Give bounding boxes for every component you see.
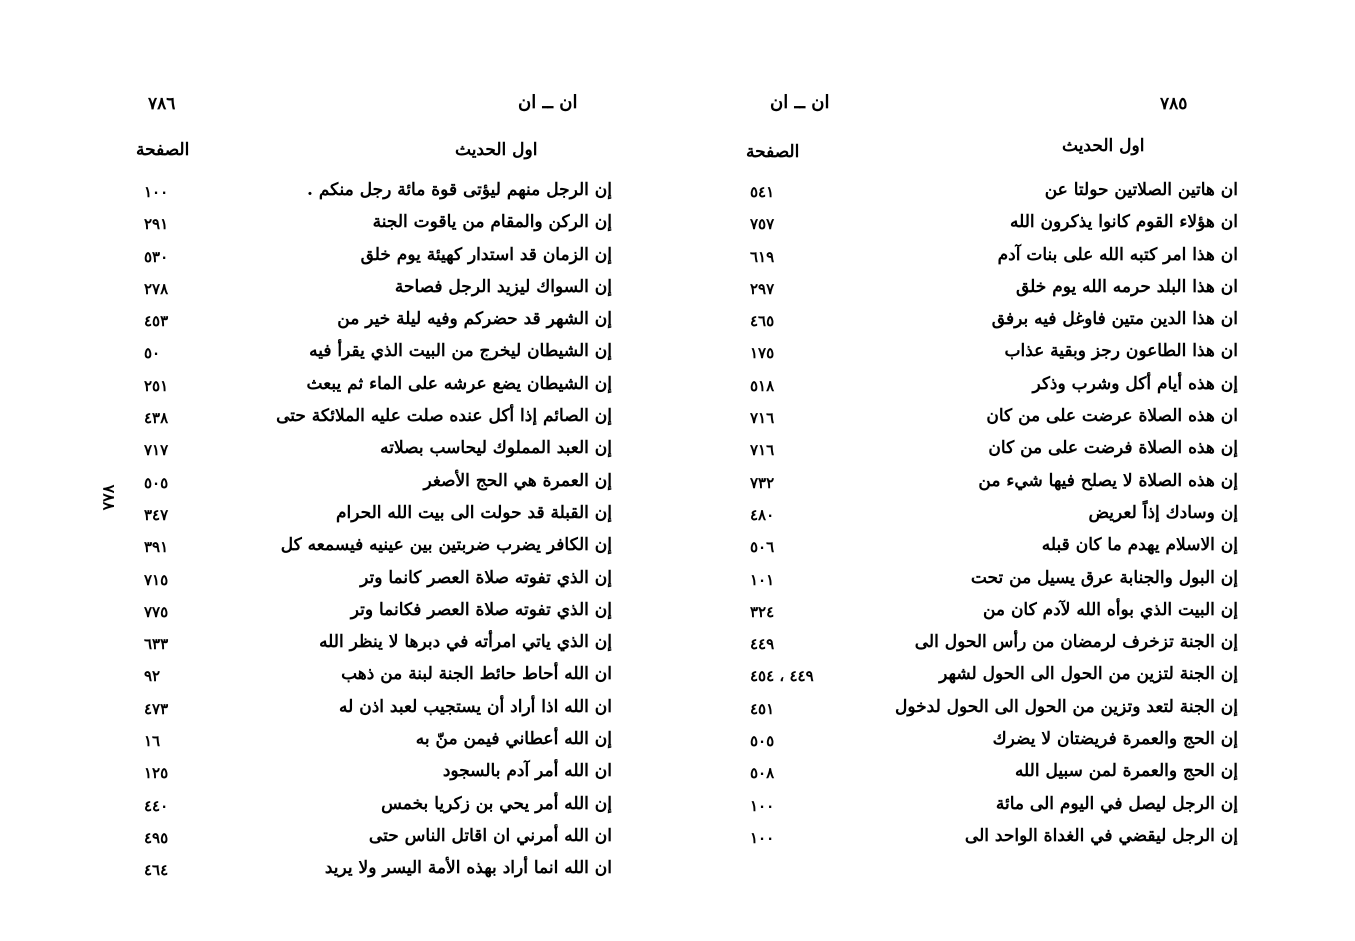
- hadith-opening: إن الرجل ليصل في اليوم الى مائة: [995, 793, 1238, 814]
- page-reference: ١٠٠: [750, 828, 775, 847]
- page-reference: ٥٤١: [750, 183, 775, 201]
- hadith-opening: إن الله أعطاني فيمن منّ به: [415, 729, 612, 750]
- index-row: [100, 566, 660, 598]
- index-row: [730, 469, 1250, 501]
- page-reference: ٤٦٥: [750, 312, 775, 331]
- hadith-opening: إن الرجل منهم ليؤتى قوة مائة رجل منكم .: [307, 180, 612, 200]
- index-row: [730, 243, 1250, 275]
- index-row: [100, 695, 660, 727]
- index-row: [730, 824, 1250, 856]
- page-reference: ٢٧٨: [144, 279, 169, 298]
- page-reference: ٥٣٠: [144, 247, 169, 266]
- index-row: [100, 792, 660, 824]
- page-reference: ٢٩١: [144, 215, 169, 234]
- column-header-page: الصفحة: [136, 140, 190, 160]
- page-reference: ٢٥١: [144, 376, 169, 395]
- page-reference: ١٠١: [750, 570, 775, 589]
- page-reference: ٥٠: [144, 344, 161, 363]
- index-row: [730, 178, 1250, 210]
- hadith-opening: إن الرجل ليقضي في الغداة الواحد الى: [964, 825, 1238, 846]
- index-row: [730, 759, 1250, 791]
- hadith-opening: إن العمرة هي الحج الأصغر: [423, 470, 612, 491]
- hadith-opening: إن الجنة تزخرف لرمضان من رأس الحول الى: [914, 632, 1238, 653]
- column-header-hadith: اول الحديث: [1062, 136, 1145, 156]
- hadith-opening: إن الجنة لتعد وتزين من الحول الى الحول لدخول: [895, 696, 1238, 717]
- hadith-opening: إن الذي ياتي امرأته في دبرها لا ينظر الله: [319, 632, 612, 653]
- page-reference: ٥٠٦: [750, 538, 775, 557]
- index-row: [100, 501, 660, 533]
- page-reference: ٥٠٥: [144, 473, 169, 492]
- hadith-opening: إن وسادك إذاً لعريض: [1088, 502, 1238, 523]
- index-row: [100, 307, 660, 339]
- hadith-opening: إن الزمان قد استدار كهيئة يوم خلق: [360, 244, 612, 265]
- page-reference: ٣٩١: [144, 538, 169, 557]
- index-row: [730, 533, 1250, 565]
- hadith-opening: إن العبد المملوك ليحاسب بصلاته: [380, 438, 612, 459]
- index-row: [730, 372, 1250, 404]
- hadith-opening: ان هؤلاء القوم كانوا يذكرون الله: [1009, 212, 1238, 233]
- hadith-opening: إن البيت الذي بوأه الله لآدم كان من: [982, 599, 1238, 620]
- hadith-opening: ان هذه الصلاة عرضت على من كان: [986, 406, 1238, 427]
- hadith-opening: ان هذا الدين متين فاوغل فيه برفق: [991, 309, 1238, 330]
- hadith-opening: ان هذا امر كتبه الله على بنات آدم: [997, 244, 1238, 265]
- page-reference: ٥٠٥: [750, 732, 775, 751]
- index-row: [100, 210, 660, 242]
- index-row: [100, 630, 660, 662]
- page-reference: ١٠٠: [144, 183, 169, 201]
- index-row: [100, 662, 660, 694]
- page-reference: ٤٥١: [750, 699, 775, 718]
- page-reference: ٧١٥: [144, 570, 169, 589]
- index-row: [100, 598, 660, 630]
- index-row: [100, 178, 660, 210]
- hadith-opening: إن هذه الصلاة فرضت على من كان: [988, 438, 1238, 459]
- index-row: [100, 759, 660, 791]
- hadith-opening: ان الله أمرني ان اقاتل الناس حتى: [368, 825, 612, 846]
- page-reference: ٣٢٤: [750, 602, 775, 621]
- hadith-opening: ان الله اذا أراد أن يستجيب لعبد اذن له: [339, 696, 612, 717]
- hadith-opening: إن الشيطان ليخرج من البيت الذي يقرأ فيه: [309, 341, 612, 362]
- page-reference: ٤٥٣: [144, 312, 169, 331]
- page-reference: ١٦: [144, 732, 161, 751]
- index-row: [100, 727, 660, 759]
- page-reference: ٧١٦: [750, 441, 775, 460]
- hadith-opening: إن القبلة قد حولت الى بيت الله الحرام: [335, 502, 612, 523]
- page-reference: ٧١٧: [144, 441, 169, 460]
- hadith-opening: إن الاسلام يهدم ما كان قبله: [1041, 535, 1238, 556]
- index-row: [100, 533, 660, 565]
- page-reference: ٧٧٥: [144, 602, 169, 621]
- page-reference: ٤٧٣: [144, 699, 169, 718]
- hadith-opening: ان الله أحاط حائط الجنة لبنة من ذهب: [341, 664, 612, 685]
- index-row: [100, 372, 660, 404]
- running-head: ان ــ ان: [770, 92, 830, 113]
- page-reference: ٤٨٠: [750, 505, 775, 524]
- page-reference: ٥١٨: [750, 376, 775, 395]
- page-number: ٧٨٦: [148, 94, 176, 114]
- index-row: [730, 404, 1250, 436]
- index-row: [100, 436, 660, 468]
- index-row: [730, 339, 1250, 371]
- column-header-page: الصفحة: [746, 142, 800, 162]
- index-row: [730, 662, 1250, 694]
- hadith-opening: إن هذه الصلاة لا يصلح فيها شيء من: [978, 470, 1238, 491]
- hadith-opening: إن الذي تفوته صلاة العصر كانما وتر: [360, 567, 612, 588]
- index-row: [100, 469, 660, 501]
- running-head: ان ــ ان: [518, 92, 578, 113]
- index-row: [730, 275, 1250, 307]
- page-reference: ٧٣٢: [750, 473, 775, 492]
- hadith-opening: ان هذا الطاعون رجز وبقية عذاب: [1004, 341, 1238, 362]
- page-reference: ٧٥٧: [750, 215, 775, 234]
- index-row: [730, 792, 1250, 824]
- hadith-opening: إن الله أمر يحي بن زكريا بخمس: [381, 793, 612, 814]
- hadith-opening: ان هاتين الصلاتين حولتا عن: [1044, 180, 1238, 200]
- hadith-opening: إن الركن والمقام من ياقوت الجنة: [372, 212, 612, 233]
- hadith-opening: إن الشهر قد حضركم وفيه ليلة خير من: [337, 309, 612, 330]
- page-reference: ٥٠٨: [750, 764, 775, 783]
- index-row: [730, 501, 1250, 533]
- hadith-opening: إن الحج والعمرة فريضتان لا يضرك: [992, 729, 1238, 750]
- hadith-opening: إن الشيطان يضع عرشه على الماء ثم يبعث: [306, 373, 612, 394]
- hadith-opening: إن البول والجنابة عرق يسيل من تحت: [970, 567, 1238, 588]
- index-row: [100, 856, 660, 888]
- left-page: [100, 0, 660, 941]
- page-reference: ٢٩٧: [750, 279, 775, 298]
- page-reference: ٤٣٨: [144, 409, 169, 428]
- hadith-opening: إن الذي تفوته صلاة العصر فكانما وتر: [350, 599, 612, 620]
- index-list: [730, 178, 1250, 856]
- page-reference: ٤٩٥: [144, 828, 169, 847]
- right-page: [730, 0, 1250, 941]
- hadith-opening: إن السواك ليزيد الرجل فصاحة: [394, 276, 612, 297]
- hadith-opening: إن الكافر يضرب ضربتين بين عينيه فيسمعه كل: [280, 535, 612, 556]
- column-header-hadith: اول الحديث: [455, 140, 538, 160]
- index-row: [730, 695, 1250, 727]
- margin-page-mark: ٧٨٨: [99, 484, 119, 511]
- hadith-opening: إن هذه أيام أكل وشرب وذكر: [1032, 373, 1238, 394]
- index-row: [100, 275, 660, 307]
- index-row: [100, 824, 660, 856]
- page-reference: ١٢٥: [144, 764, 169, 783]
- index-row: [730, 436, 1250, 468]
- page-reference: ٤٤٠: [144, 796, 169, 815]
- page-reference: ٤٤٩: [750, 635, 775, 654]
- page-number: ٧٨٥: [1160, 94, 1188, 114]
- hadith-opening: إن الصائم إذا أكل عنده صلت عليه الملائكة حتى: [276, 406, 612, 427]
- index-list: [100, 178, 660, 889]
- index-row: [730, 727, 1250, 759]
- page-reference: ٤٦٤: [144, 861, 169, 880]
- index-row: [100, 243, 660, 275]
- page-reference: ١٠٠: [750, 796, 775, 815]
- hadith-opening: ان الله انما أراد بهذه الأمة اليسر ولا يريد: [324, 858, 612, 879]
- hadith-opening: ان هذا البلد حرمه الله يوم خلق: [1015, 276, 1238, 297]
- page-reference: ٤٤٩ ، ٤٥٤: [750, 667, 814, 686]
- page-reference: ٦٣٣: [144, 635, 169, 654]
- index-row: [730, 566, 1250, 598]
- page-reference: ٣٤٧: [144, 505, 169, 524]
- index-row: [730, 630, 1250, 662]
- index-row: [730, 598, 1250, 630]
- hadith-opening: إن الجنة لتزين من الحول الى الحول لشهر: [939, 664, 1238, 685]
- hadith-opening: إن الحج والعمرة لمن سبيل الله: [1014, 761, 1238, 782]
- index-row: [730, 210, 1250, 242]
- page-reference: ٩٢: [144, 667, 161, 686]
- page-reference: ١٧٥: [750, 344, 775, 363]
- page-reference: ٦١٩: [750, 247, 775, 266]
- index-row: [100, 404, 660, 436]
- page-reference: ٧١٦: [750, 409, 775, 428]
- hadith-opening: ان الله أمر آدم بالسجود: [442, 761, 612, 782]
- index-row: [730, 307, 1250, 339]
- index-row: [100, 339, 660, 371]
